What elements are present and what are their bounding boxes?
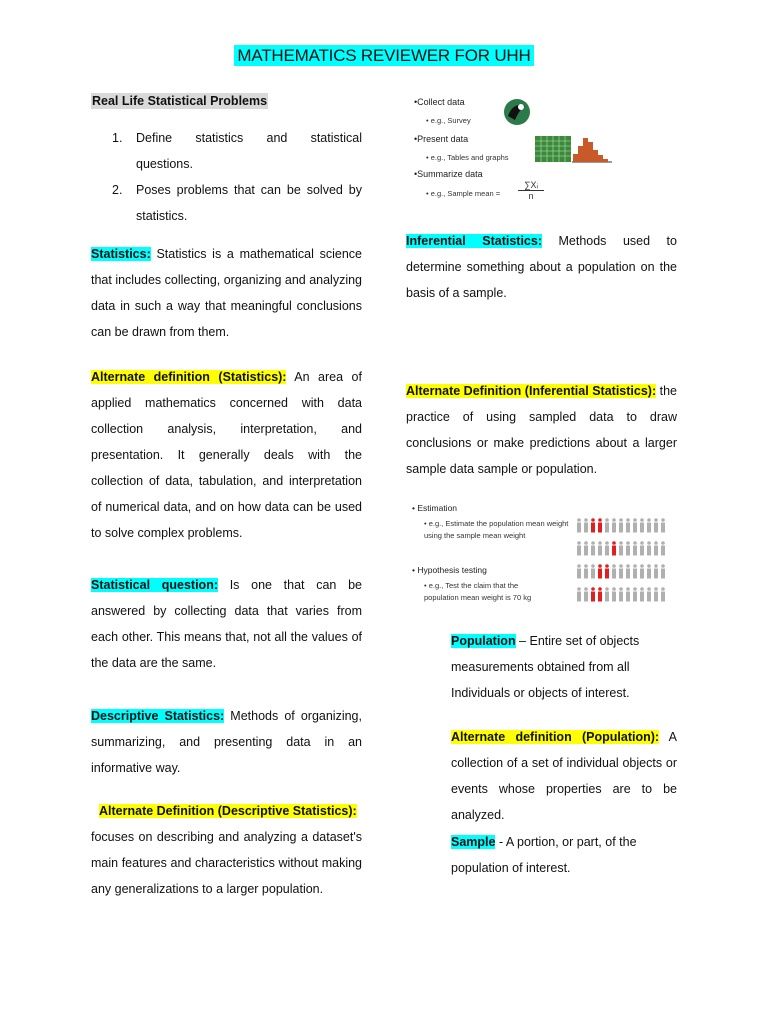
person-figure [626,518,630,532]
person-figure [647,518,651,532]
person-figure [654,564,658,578]
figure-inference-methods: • Estimation • e.g., Estimate the population mean weight using the sample mean weight • Hypothesis testing • e.g., Test the claim that the population mean weight is 70 kg [410,500,668,610]
definition-alt-inferential: Alternate Definition (Inferential Statistics): the practice of using sampled data to draw conclusions or make predictions about a larger sample data sample or population. [406,384,678,476]
page-title: MATHEMATICS REVIEWER FOR UHH [0,46,768,66]
person-figure [605,587,609,601]
person-figure [598,518,602,532]
person-figure [626,587,630,601]
person-figure [584,518,588,532]
person-figure [605,541,609,555]
person-figure [598,564,602,578]
person-figure [640,518,644,532]
person-figure [619,518,623,532]
person-figure [661,564,665,578]
person-figure [633,518,637,532]
objectives-list [91,125,362,229]
definition-population: Population – Entire set of objects measurements obtained from all Individuals or objects of interest. [451,634,640,700]
histogram-icon [572,136,612,164]
person-figure [577,587,581,601]
people-sample-icons [576,516,668,608]
definition-statistics: Statistics: Statistics is a mathematical science that includes collecting, organizing and analyzing data in such a way that meaningful conclusions can be drawn from them. [91,247,363,339]
person-figure [661,518,665,532]
person-figure [626,564,630,578]
person-figure [661,541,665,555]
person-figure [577,518,581,532]
person-figure [584,541,588,555]
person-figure [577,564,581,578]
person-figure [598,541,602,555]
person-figure [661,587,665,601]
definition-statistical-question: Statistical question: Is one that can be answered by collecting data that varies from each other. This means that, not all the values of the data are the same. [91,578,362,670]
person-figure [612,541,616,555]
table-icon [535,136,571,162]
person-figure [633,541,637,555]
list-item: 2. Poses problems that can be solved by statistics. [112,183,362,223]
person-figure [591,564,595,578]
person-figure [619,564,623,578]
person-figure [612,587,616,601]
list-item: 1. Define statistics and statistical questions. [112,131,362,171]
person-figure [591,587,595,601]
person-figure [612,564,616,578]
person-figure [605,564,609,578]
person-figure [654,541,658,555]
person-figure [619,541,623,555]
person-figure [619,587,623,601]
person-figure [640,541,644,555]
definition-sample: Sample - A portion, or part, of the population of interest. [451,835,637,875]
figure-data-process: •Collect data • e.g., Survey •Present data • e.g., Tables and graphs •Summarize data • e.g., Sample mean = ∑Xᵢ n [408,92,630,224]
definition-inferential-statistics: Inferential Statistics: Methods used to determine something about a population on the basis of a sample. [406,234,677,300]
person-figure [584,587,588,601]
person-figure [591,541,595,555]
person-figure [640,587,644,601]
person-figure [633,587,637,601]
person-figure [577,541,581,555]
person-figure [654,518,658,532]
person-figure [598,587,602,601]
person-figure [591,518,595,532]
person-figure [640,564,644,578]
definition-alt-statistics: Alternate definition (Statistics): An area of applied mathematics concerned with data collection analysis, interpretation, and presentation. It generally deals with the collection of data, tabulation, and interpretation of numerical data, and on how data can be used to solve complex problems. [91,370,362,540]
definition-descriptive-statistics: Descriptive Statistics: Methods of organizing, summarizing, and presenting data in an informative way. [91,709,362,775]
definition-alt-descriptive: Alternate Definition (Descriptive Statistics): focuses on describing and analyzing a dataset's main features and characteristics without making any generalizations to a larger population. [91,804,362,896]
section-heading: Real Life Statistical Problems [92,94,268,108]
survey-person-icon [503,98,531,126]
person-figure [654,587,658,601]
person-figure [647,541,651,555]
person-figure [647,564,651,578]
formula-sample-mean: ∑Xᵢ n [518,180,544,201]
person-figure [647,587,651,601]
person-figure [612,518,616,532]
person-figure [605,518,609,532]
person-figure [584,564,588,578]
definition-alt-population: Alternate definition (Population): A collection of a set of individual objects or events whose properties are to be analyzed. [451,730,677,822]
person-figure [626,541,630,555]
person-figure [633,564,637,578]
